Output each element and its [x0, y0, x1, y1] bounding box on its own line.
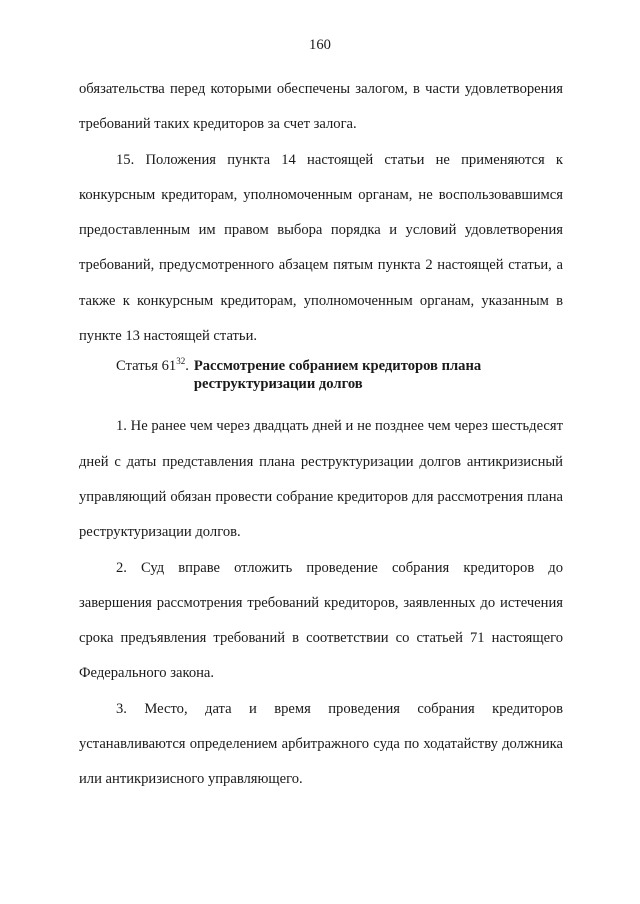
- paragraph-clause-3: 3. Место, дата и время проведения собрания кредиторов устанавливаются определением арбитражного суда по ходатайству должника или антикризисного управляющего.: [79, 700, 563, 788]
- article-title: Рассмотрение собранием кредиторов плана реструктуризации долгов: [193, 358, 482, 393]
- paragraph-clause-1: 1. Не ранее чем через двадцать дней и не позднее чем через шестьдесят дней с даты представления плана реструктуризации долгов антикризисный управляющий обязан провести собрание кредиторов для рассмотрения плана реструктуризации долгов.: [79, 418, 563, 541]
- article-number: Статья $61^{32}$.: [116, 356, 189, 375]
- article-superscript: 32: [176, 356, 186, 367]
- article-heading: [116, 357, 563, 393]
- paragraph-clause-15: 15. Положения пункта 14 настоящей статьи не применяются к конкурсным кредиторам, уполномоченным органам, не воспользовавшимся предоставленным им правом выбора порядка и условий удовлетворения требований, предусмотренного абзацем пятым пункта 2 настоящей статьи, а также к конкурсным кредиторам, уполномоченным органам, указанным в пункте 13 настоящей статьи.: [79, 151, 563, 345]
- paragraph-continuation: обязательства перед которыми обеспечены залогом, в части удовлетворения требований таких кредиторов за счет залога.: [79, 81, 563, 133]
- page-number: 160: [309, 37, 331, 53]
- paragraph-clause-2: 2. Суд вправе отложить проведение собрания кредиторов до завершения рассмотрения требований кредиторов, заявленных до истечения срока предъявления требований в соответствии со статьей 71 настоящего Федерального закона.: [79, 559, 563, 682]
- document-body: [79, 72, 563, 798]
